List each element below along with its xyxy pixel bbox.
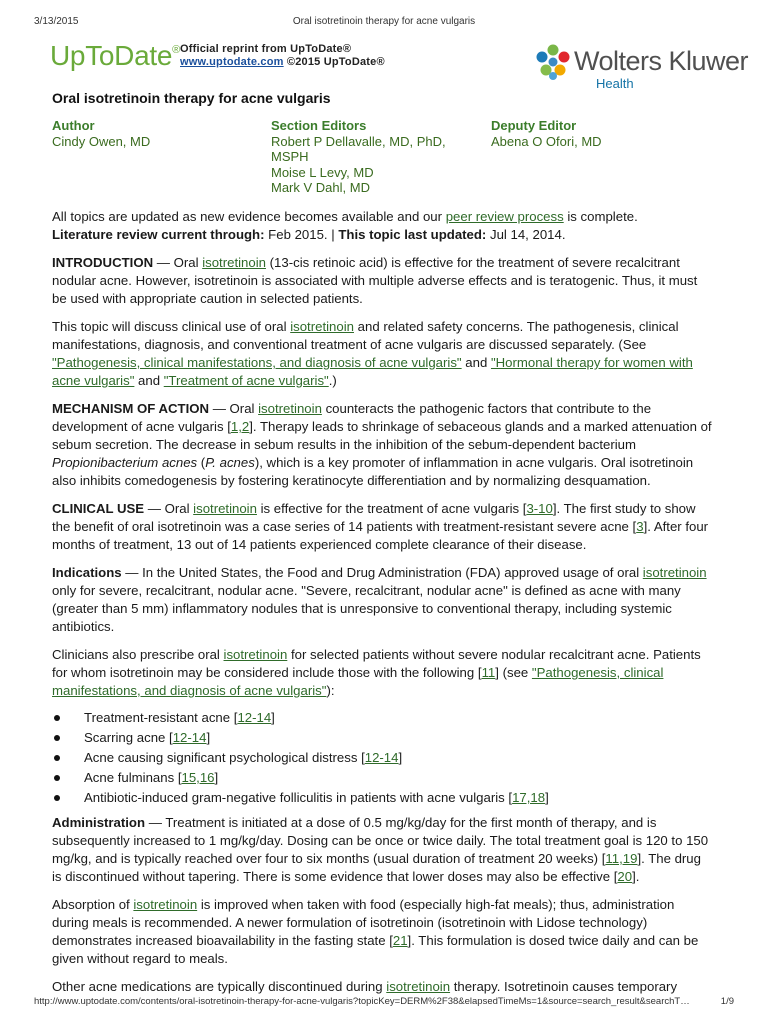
reference-link[interactable]: 11	[481, 665, 496, 680]
topic-link-treatment[interactable]: "Treatment of acne vulgaris"	[163, 373, 329, 388]
page-number: 1/9	[720, 996, 734, 1007]
section-heading: INTRODUCTION	[52, 255, 154, 270]
list-item: Acne causing significant psychological distress [12-14]	[84, 748, 712, 768]
article-body	[52, 208, 712, 1006]
copyright: ©2015 UpToDate®	[286, 56, 385, 68]
page-url: http://www.uptodate.com/contents/oral-isotretinoin-therapy-for-acne-vulgaris?topicKey=DERM%2F38&elapsedTimeMs=1&source=search_result&searchT…	[34, 996, 690, 1007]
reference-link[interactable]: 15,16	[181, 770, 215, 785]
deputy-editor-name[interactable]: Abena O Ofori, MD	[491, 133, 602, 149]
section-heading: Administration	[52, 815, 146, 830]
paragraph-introduction: INTRODUCTION — Oral isotretinoin (13-cis retinoic acid) is effective for the treatment of severe recalcitrant nodular acne. However, isotretinoin is associated with multiple adverse effects and is teratogenic. Thus, it must be used with appropriate caution in selected patients.	[52, 255, 698, 306]
reprint-line: Official reprint from UpToDate®	[180, 43, 352, 55]
reference-link[interactable]: 17,18	[512, 790, 546, 805]
paragraph-absorption: Absorption of isotretinoin is improved when taken with food (especially high-fat meals); thus, administration during meals is recommended. A newer formulation of isotretinoin (isotretinoin with Lidose technology) demonstrates increased bioavailability in the fasting state [21]. This formulation is dosed twice daily and can be given without regard to meals.	[52, 897, 699, 966]
drug-link[interactable]: isotretinoin	[223, 647, 288, 662]
print-title: Oral isotretinoin therapy for acne vulgaris	[292, 16, 476, 27]
indication-list	[52, 708, 712, 808]
drug-link[interactable]: isotretinoin	[290, 319, 354, 334]
reference-link[interactable]: 12-14	[172, 730, 207, 745]
list-item: Treatment-resistant acne [12-14]	[84, 708, 712, 728]
reference-link[interactable]: 20	[617, 869, 633, 884]
author-name[interactable]: Cindy Owen, MD	[52, 133, 151, 149]
paragraph-other-medications: Other acne medications are typically discontinued during isotretinoin therapy. Isotretinoin causes temporary	[52, 979, 678, 994]
drug-link[interactable]: isotretinoin	[133, 897, 198, 912]
editor-name[interactable]: Moise L Levy, MD	[271, 164, 374, 180]
reference-link[interactable]: 21	[392, 933, 408, 948]
wolters-kluwer-logo	[534, 43, 768, 93]
author-heading: Author	[52, 118, 95, 133]
list-item: Acne fulminans [15,16]	[84, 768, 712, 788]
deputy-editor-block	[491, 118, 602, 149]
reference-link[interactable]: 3	[636, 519, 644, 534]
section-heading: Indications	[52, 565, 122, 580]
topic-link-hormonal[interactable]: "Hormonal therapy for women with acne vulgaris"	[52, 355, 693, 388]
section-heading: MECHANISM OF ACTION	[52, 401, 210, 416]
drug-link[interactable]: isotretinoin	[642, 565, 707, 580]
topic-link-pathogenesis[interactable]: "Pathogenesis, clinical manifestations, and diagnosis of acne vulgaris"	[52, 355, 462, 370]
uptodate-link[interactable]: www.uptodate.com	[180, 56, 284, 68]
paragraph-clinicians: Clinicians also prescribe oral isotretinoin for selected patients without severe nodular recalcitrant acne. Patients for whom isotretinoin may be considered include those with the following [11] (see "Pathogenesis, clinical manifestations, and diagnosis of acne vulgaris"):	[52, 647, 701, 698]
update-notice: All topics are updated as new evidence becomes available and our peer review process is complete. Literature review current through: Feb 2015. | This topic last updated: Jul 14, 2014.	[52, 209, 638, 242]
editor-name[interactable]: MSPH	[271, 149, 309, 164]
editor-name[interactable]: Robert P Dellavalle, MD, PhD,	[271, 133, 446, 149]
paragraph-clinical-use: CLINICAL USE — Oral isotretinoin is effective for the treatment of acne vulgaris [3-10]. The first study to show the benefit of oral isotretinoin was a case series of 14 patients with treatment-resistant severe acne [3]. After four months of treatment, 13 out of 14 patients experienced complete clearance of their disease.	[52, 501, 709, 552]
section-editors-block	[271, 118, 471, 196]
list-item: Antibiotic-induced gram-negative folliculitis in patients with acne vulgaris [17,18]	[84, 788, 712, 808]
reference-link[interactable]: 12-14	[364, 750, 399, 765]
drug-link[interactable]: isotretinoin	[386, 979, 451, 994]
section-editors-heading: Section Editors	[271, 118, 367, 133]
paragraph-mechanism: MECHANISM OF ACTION — Oral isotretinoin counteracts the pathogenic factors that contribute to the development of acne vulgaris [1,2]. Therapy leads to shrinkage of sebaceous glands and a marked attenuation of sebum secretion. The decrease in sebum results in the inhibition of the sebum-dependent bacterium Propionibacterium acnes (P. acnes), which is a key promoter of inflammation in acne vulgaris. Oral isotretinoin also inhibits comedogenesis by fostering keratinocyte differentiation and by normalizing desquamation.	[52, 401, 712, 488]
reprint-notice	[180, 43, 385, 69]
document-title: Oral isotretinoin therapy for acne vulgaris	[52, 90, 331, 106]
peer-review-link[interactable]: peer review process	[445, 209, 564, 224]
reference-link[interactable]: 1,2	[230, 419, 250, 434]
paragraph-topic-scope: This topic will discuss clinical use of oral isotretinoin and related safety concerns. The pathogenesis, clinical manifestations, diagnosis, and conventional treatment of acne vulgaris are discussed separately. (See "Pathogenesis, clinical manifestations, and diagnosis of acne vulgaris" and "Hormonal therapy for women with acne vulgaris" and "Treatment of acne vulgaris".)	[52, 319, 693, 388]
publisher-division: Health	[596, 76, 634, 91]
reference-link[interactable]: 11,19	[605, 851, 638, 866]
drug-link[interactable]: isotretinoin	[258, 401, 322, 416]
globe-icon	[534, 43, 572, 81]
reference-link[interactable]: 3-10	[526, 501, 553, 516]
uptodate-logo[interactable]: UpToDate®	[50, 40, 180, 71]
topic-link-pathogenesis[interactable]: "Pathogenesis, clinical manifestations, and diagnosis of acne vulgaris"	[52, 665, 664, 698]
drug-link[interactable]: isotretinoin	[202, 255, 266, 270]
drug-link[interactable]: isotretinoin	[193, 501, 257, 516]
publisher-name: Wolters Kluwer	[574, 46, 749, 76]
deputy-editor-heading: Deputy Editor	[491, 118, 577, 133]
list-item: Scarring acne [12-14]	[84, 728, 712, 748]
reference-link[interactable]: 12-14	[237, 710, 272, 725]
author-block	[52, 118, 150, 149]
print-date: 3/13/2015	[34, 16, 79, 27]
editor-name[interactable]: Mark V Dahl, MD	[271, 180, 370, 195]
section-heading: CLINICAL USE	[52, 501, 145, 516]
paragraph-indications: Indications — In the United States, the Food and Drug Administration (FDA) approved usage of oral isotretinoin only for severe, recalcitrant, nodular acne. "Severe, recalcitrant, nodular acne" is defined as acne with many (greater than 5 mm) inflammatory nodules that is unresponsive to conventional therapy, including systemic antibiotics.	[52, 565, 707, 634]
paragraph-administration: Administration — Treatment is initiated at a dose of 0.5 mg/kg/day for the first month of therapy, and is subsequently increased to 1 mg/kg/day. Dosing can be once or twice daily. The total treatment goal is 120 to 150 mg/kg, and is typically reached over four to six months (usual duration of treatment 20 weeks) [11,19]. The drug is discontinued without tapering. There is some evidence that lower doses may also be effective [20].	[52, 815, 709, 884]
